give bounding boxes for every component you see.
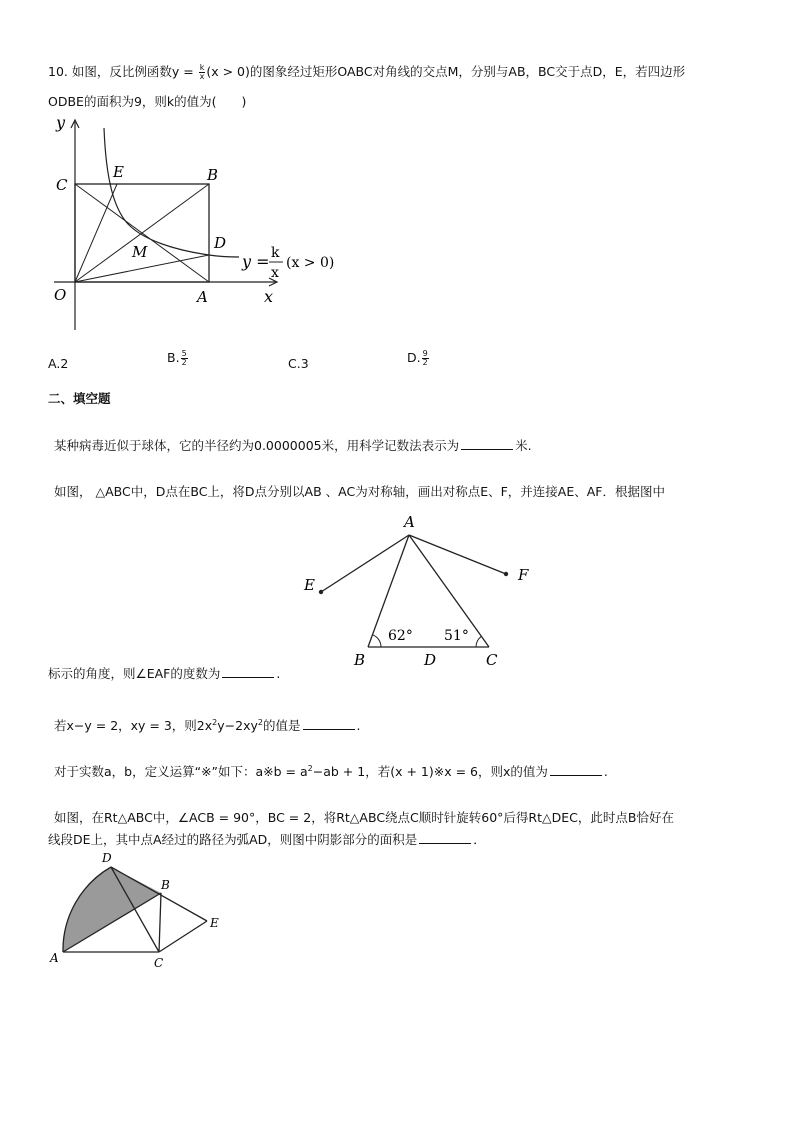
option-c: C.3 (288, 356, 309, 371)
label-f: F (518, 566, 529, 584)
label-e: E (304, 576, 315, 594)
angle-label-b: 62° (388, 628, 413, 644)
q12-line2: 标示的角度，则∠EAF的度数为 . (48, 666, 281, 681)
answer-blank (222, 667, 274, 678)
label-o: O (54, 286, 67, 304)
q10-number: 10. (48, 64, 68, 79)
label-b: B (354, 651, 366, 669)
q13-text: 若x−y = 2，xy = 3，则$2x^2y-2xy^2$的值是 . (54, 717, 361, 733)
q10-text-before: 如图，反比例函数y = (71, 64, 198, 79)
label-y: y (56, 113, 66, 132)
formula-cond: (x > 0) (286, 255, 335, 271)
label-d: D (214, 234, 227, 252)
q14-text: 对于实数a，b，定义运算“※”如下：a※b = $a^2-ab + 1$，若(x + 1)※x = 6，则x的值为 . (54, 763, 608, 779)
segment-ae (321, 535, 409, 592)
q11-text: 某种病毒近似于球体，它的半径约为0.0000005米，用科学记数法表示为 米. (54, 438, 532, 453)
formula-den: x (271, 265, 279, 281)
answer-blank (419, 833, 471, 844)
section-title: 二、填空题 (48, 391, 111, 406)
q10-line2: ODBE的面积为9，则k的值为( ) (48, 94, 247, 109)
segment-oe (75, 184, 117, 282)
q10-line1 (48, 62, 685, 81)
option-d: D. $\frac{9}{2}$ (407, 349, 428, 367)
q10-figure (44, 110, 344, 335)
label-m: M (132, 243, 148, 261)
option-a: A.2 (48, 356, 69, 371)
label-d: D (424, 651, 437, 669)
angle-label-c: 51° (444, 628, 469, 644)
angle-arc-c (476, 636, 482, 647)
label-d: D (102, 851, 112, 865)
label-b: B (161, 878, 170, 892)
label-c: C (154, 956, 164, 970)
shaded-region (63, 867, 161, 952)
label-c: C (56, 176, 68, 194)
q15-line1: 如图，在Rt△ABC中，∠ACB = 90°，BC = 2，将Rt△ABC绕点C顺时针旋转60°后得Rt△DEC，此时点B恰好在 (54, 810, 674, 825)
label-b: B (207, 166, 219, 184)
segment-ec (159, 921, 207, 952)
label-a: A (50, 951, 59, 965)
point-e (319, 590, 323, 594)
label-a: A (197, 288, 208, 306)
q12-line1: 如图， △ABC中，D点在BC上，将D点分别以AB 、AC为对称轴，画出对称点E、F，并连接AE、AF．根据图中 (54, 484, 665, 499)
angle-arc-b (373, 635, 382, 647)
label-e: E (113, 163, 124, 181)
answer-blank (461, 439, 513, 450)
point-f (504, 572, 508, 576)
option-b: B. $\frac{5}{2}$ (167, 349, 187, 367)
q10-fraction: $\frac{k}{x}$ (199, 63, 205, 81)
q12-figure (296, 512, 536, 672)
q15-line2: 线段DE上，其中点A经过的路径为弧AD，则图中阴影部分的面积是 ． (48, 832, 486, 847)
formula-y: y = (242, 252, 270, 271)
label-a: A (404, 513, 415, 531)
answer-blank (303, 719, 355, 730)
answer-blank (550, 765, 602, 776)
label-x: x (264, 287, 274, 306)
label-c: C (486, 651, 498, 669)
formula-num: k (271, 245, 280, 261)
segment-bc (159, 893, 161, 952)
label-e: E (210, 916, 219, 930)
q10-text-after: (x > 0)的图象经过矩形OABC对角线的交点M，分别与AB，BC交于点D，E，若四边形 (206, 64, 686, 79)
q15-figure (44, 845, 234, 970)
